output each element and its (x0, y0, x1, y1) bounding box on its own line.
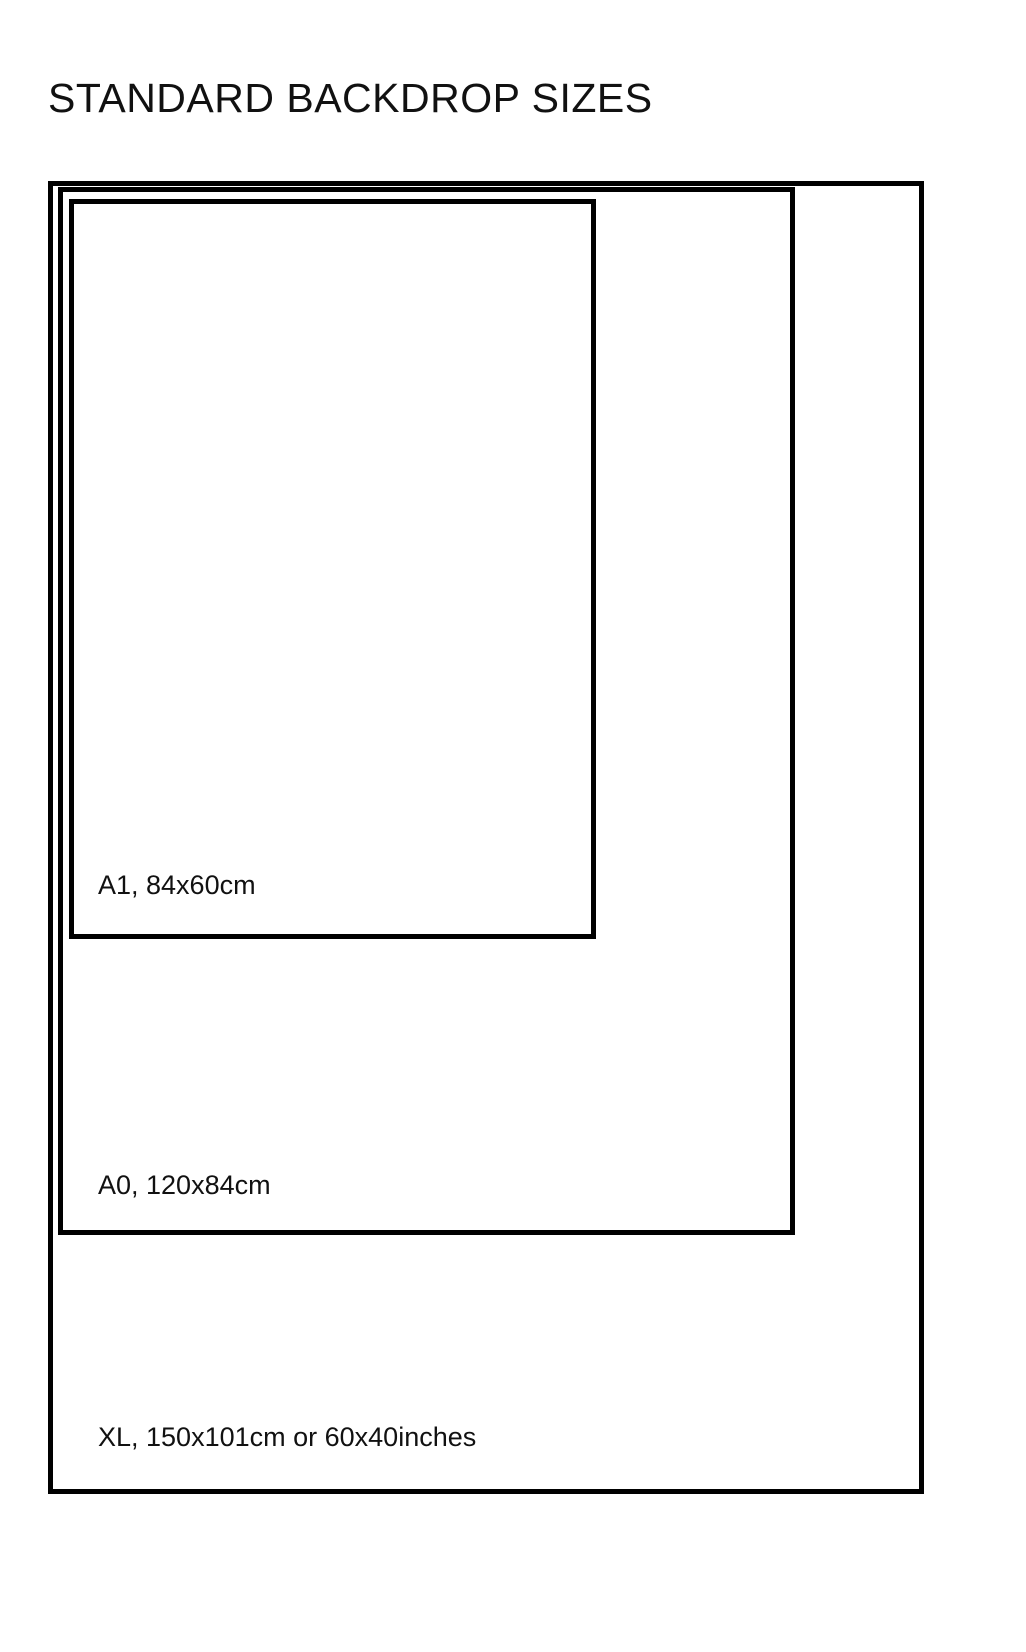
page-title: STANDARD BACKDROP SIZES (48, 75, 653, 121)
size-label-a0: A0, 120x84cm (98, 1170, 271, 1200)
size-label-xl: XL, 150x101cm or 60x40inches (98, 1422, 477, 1452)
size-label-a1: A1, 84x60cm (98, 870, 256, 900)
size-box-a1 (69, 199, 596, 939)
